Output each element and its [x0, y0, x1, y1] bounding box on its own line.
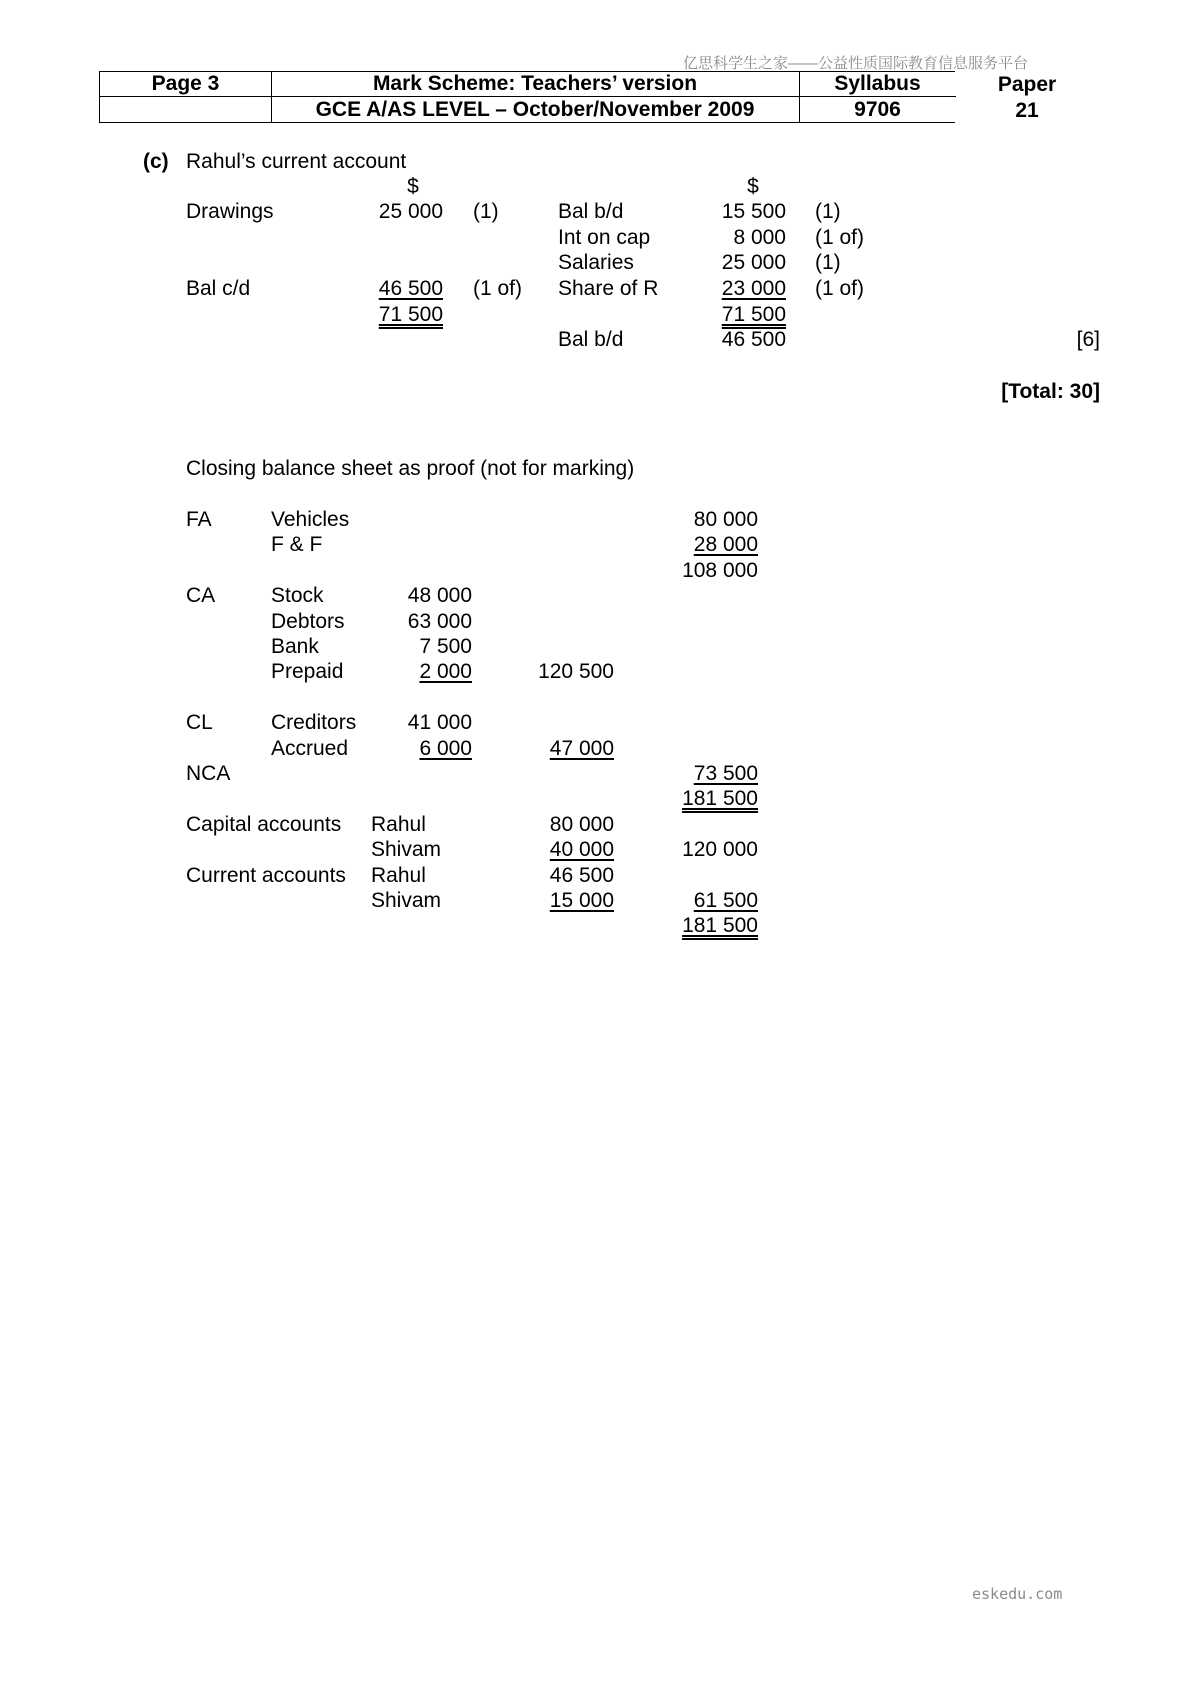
capital-amount: 80 000 [549, 813, 614, 836]
watermark-text: 亿思科学生之家——公益性质国际教育信息服务平台 [683, 55, 1029, 72]
currency-credit: $ [747, 175, 759, 198]
credit-amount: 23 000 [721, 277, 786, 300]
fa-total: 108 000 [682, 559, 758, 582]
cl-amount: 41 000 [407, 711, 472, 734]
ca-label: CA [186, 584, 216, 607]
cl-item: Creditors [271, 711, 357, 734]
credit-mark: (1) [815, 200, 841, 223]
capital-item: Rahul [371, 813, 426, 836]
credit-item: Salaries [558, 251, 634, 274]
ca-item: Debtors [271, 610, 345, 633]
header-table [99, 71, 955, 123]
header-syllabus-label: Syllabus [834, 72, 921, 95]
ca-amount: 7 500 [419, 635, 472, 658]
ca-item: Prepaid [271, 660, 344, 683]
header-title: Mark Scheme: Teachers’ version [372, 72, 698, 95]
header-subtitle: GCE A/AS LEVEL – October/November 2009 [315, 98, 755, 121]
balance-sheet-title: Closing balance sheet as proof (not for marking) [186, 457, 635, 480]
current-amount: 46 500 [549, 864, 614, 887]
credit-amount: 8 000 [733, 226, 786, 249]
ca-amount: 63 000 [407, 610, 472, 633]
credit-item: Bal b/d [558, 200, 624, 223]
cl-amount: 6 000 [419, 737, 472, 760]
header-row-divider [100, 96, 956, 97]
total-marks: [Total: 30] [1001, 380, 1100, 403]
debit-item: Drawings [186, 200, 274, 223]
debit-mark: (1 of) [473, 277, 523, 300]
ca-item: Bank [271, 635, 319, 658]
section-title: Rahul’s current account [186, 150, 407, 173]
cl-item: Accrued [271, 737, 349, 760]
section-label: (c) [143, 150, 169, 173]
credit-item: Share of R [558, 277, 659, 300]
capital-total: 120 000 [682, 838, 758, 861]
currency-debit: $ [407, 175, 419, 198]
capital-item: Shivam [371, 838, 442, 861]
bal-bd-item: Bal b/d [558, 328, 624, 351]
ca-amount: 2 000 [419, 660, 472, 683]
current-item: Shivam [371, 889, 442, 912]
ca-item: Stock [271, 584, 324, 607]
cl-label: CL [186, 711, 213, 734]
ca-amount: 48 000 [407, 584, 472, 607]
fa-item: F & F [271, 533, 323, 556]
credit-item: Int on cap [558, 226, 651, 249]
debit-total: 71 500 [378, 303, 443, 326]
current-total: 61 500 [693, 889, 758, 912]
nca-total: 73 500 [693, 762, 758, 785]
credit-mark: (1 of) [815, 277, 865, 300]
current-amount: 15 000 [549, 889, 614, 912]
header-syllabus-value: 9706 [854, 98, 901, 121]
fa-item: Vehicles [271, 508, 350, 531]
debit-mark: (1) [473, 200, 499, 223]
credit-mark: (1) [815, 251, 841, 274]
debit-amount: 25 000 [378, 200, 443, 223]
footer-text: eskedu.com [972, 1585, 1063, 1603]
header-paper-value: 21 [1015, 99, 1039, 122]
debit-amount: 46 500 [378, 277, 443, 300]
fa-amount: 80 000 [693, 508, 758, 531]
nca-label: NCA [186, 762, 231, 785]
current-item: Rahul [371, 864, 426, 887]
credit-amount: 15 500 [721, 200, 786, 223]
credit-total: 71 500 [721, 303, 786, 326]
fa-amount: 28 000 [693, 533, 758, 556]
capital-amount: 40 000 [549, 838, 614, 861]
cl-total: 47 000 [549, 737, 614, 760]
capital-label: Capital accounts [186, 813, 342, 836]
fa-label: FA [186, 508, 212, 531]
net-total: 181 500 [682, 787, 758, 810]
credit-mark: (1 of) [815, 226, 865, 249]
debit-item: Bal c/d [186, 277, 251, 300]
section-marks: [6] [1076, 328, 1100, 351]
credit-amount: 25 000 [721, 251, 786, 274]
header-paper-label: Paper [997, 73, 1057, 96]
bal-bd-amount: 46 500 [721, 328, 786, 351]
header-page: Page 3 [151, 72, 220, 95]
ca-total: 120 500 [538, 660, 614, 683]
current-label: Current accounts [186, 864, 346, 887]
final-total: 181 500 [682, 914, 758, 937]
